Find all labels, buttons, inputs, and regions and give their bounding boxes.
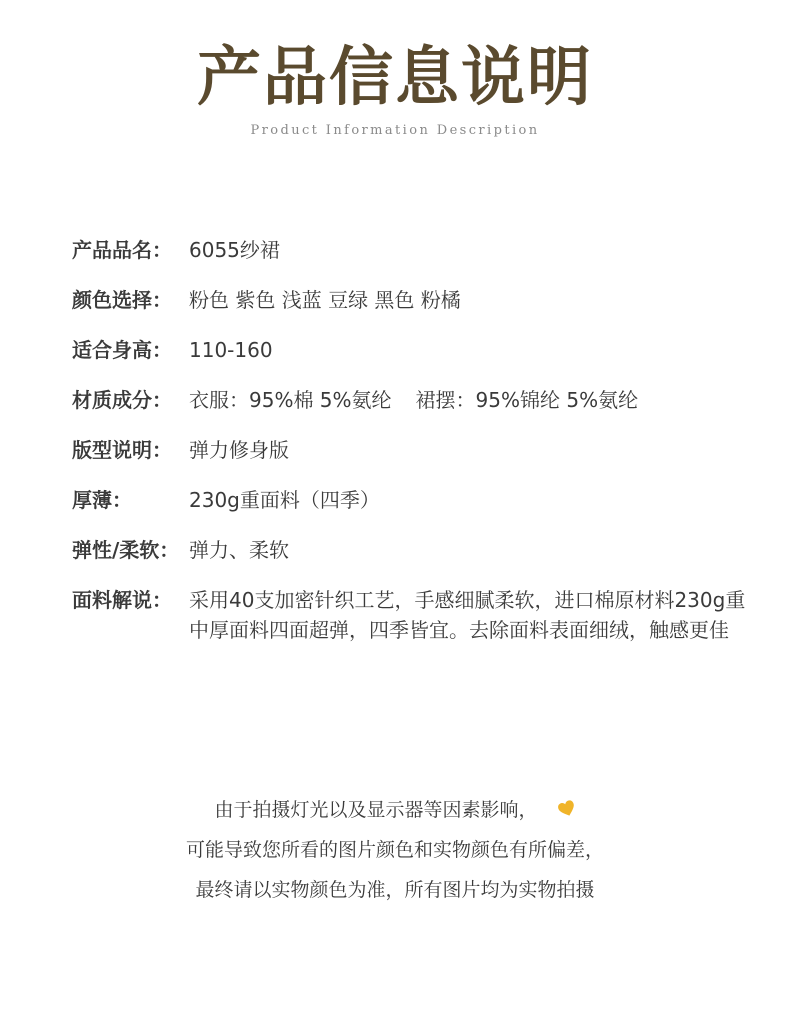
spec-label-colors: 颜色选择： xyxy=(72,288,172,312)
spec-value-material-top: 衣服：95%棉 5%氨纶 xyxy=(189,388,392,412)
spec-row-fit xyxy=(72,432,762,482)
spec-value-height: 110-160 xyxy=(189,338,273,362)
spec-value-fabric: 采用40支加密针织工艺，手感细腻柔软，进口棉原材料230g重中厚面料四面超弹，四季皆宜。去除面料表面细绒，触感更佳 xyxy=(189,588,746,642)
disclaimer-text-1: 由于拍摄灯光以及显示器等因素影响， xyxy=(214,799,538,821)
spec-row-material xyxy=(72,382,762,432)
spec-row-elasticity xyxy=(72,532,762,582)
spec-value-material xyxy=(189,382,638,418)
spec-label-material: 材质成分： xyxy=(72,388,172,412)
color-disclaimer xyxy=(0,790,790,910)
disclaimer-line-3: 最终请以实物颜色为准，所有图片均为实物拍摄 xyxy=(195,879,595,901)
spec-row-height xyxy=(72,332,762,382)
spec-value-colors: 粉色 紫色 浅蓝 豆绿 黑色 粉橘 xyxy=(189,288,461,312)
spec-label-elasticity: 弹性/柔软： xyxy=(72,538,180,562)
page-title: 产品信息说明 xyxy=(197,41,593,115)
heart-icon xyxy=(558,792,576,810)
spec-value-elasticity: 弹力、柔软 xyxy=(189,538,289,562)
spec-label-fit: 版型说明： xyxy=(72,438,172,462)
spec-row-fabric xyxy=(72,582,762,645)
disclaimer-line-1 xyxy=(0,790,790,830)
spec-label-product-name: 产品品名： xyxy=(72,238,172,262)
page-subtitle: Product Information Description xyxy=(250,123,540,138)
spec-row-product-name xyxy=(72,232,762,282)
spec-row-colors xyxy=(72,282,762,332)
spec-value-material-skirt: 裙摆：95%锦纶 5%氨纶 xyxy=(415,388,639,412)
spec-row-thickness xyxy=(72,482,762,532)
spec-value-product-name: 6055纱裙 xyxy=(189,238,280,262)
spec-label-thickness: 厚薄： xyxy=(72,488,132,512)
spec-label-fabric: 面料解说： xyxy=(72,588,172,612)
product-spec-list xyxy=(72,232,762,645)
disclaimer-line-2: 可能导致您所看的图片颜色和实物颜色有所偏差， xyxy=(185,839,604,861)
spec-label-height: 适合身高： xyxy=(72,338,172,362)
spec-value-fit: 弹力修身版 xyxy=(189,438,289,462)
spec-value-thickness: 230g重面料（四季） xyxy=(189,488,380,512)
